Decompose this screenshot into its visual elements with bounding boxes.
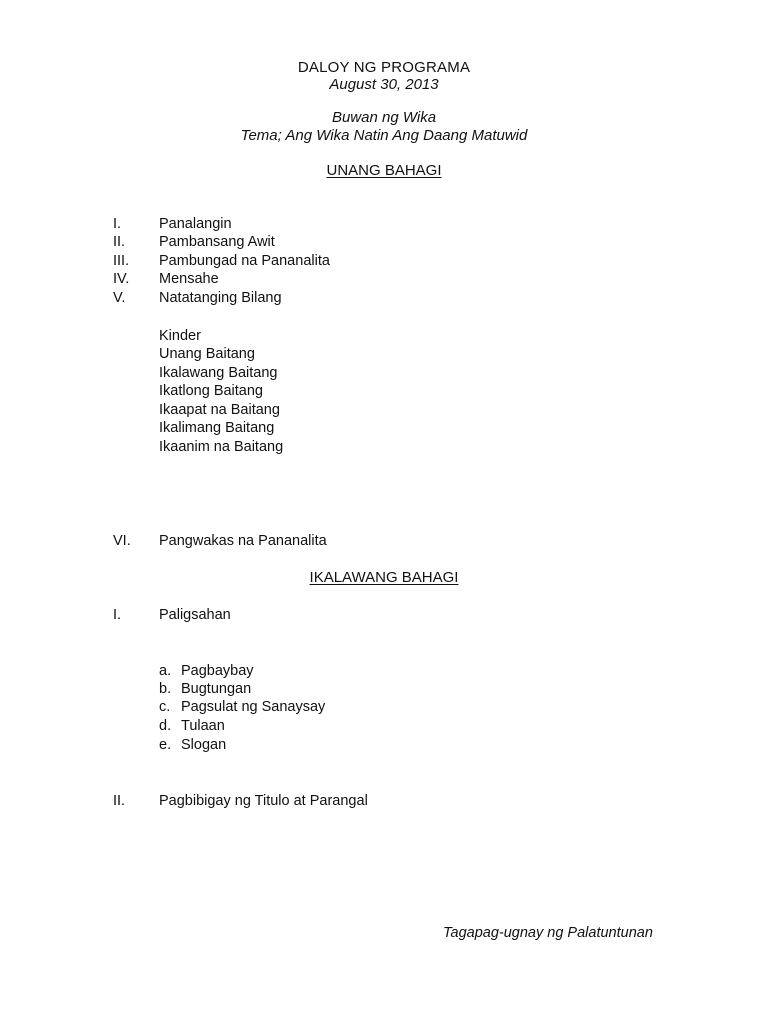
- item-text: Pangwakas na Pananalita: [159, 533, 327, 549]
- program-date: August 30, 2013: [329, 76, 439, 93]
- item-text: Pambungad na Pananalita: [159, 253, 330, 269]
- item-number: I.: [113, 607, 122, 623]
- signatory-title: Tagapag-ugnay ng Palatuntunan: [443, 925, 653, 941]
- grade-item: Unang Baitang: [159, 346, 255, 362]
- contest-text: Slogan: [181, 737, 227, 753]
- contest-letter: d.: [159, 718, 172, 734]
- grade-item: Ikaanim na Baitang: [159, 439, 284, 455]
- program-title: DALOY NG PROGRAMA: [297, 59, 471, 76]
- item-text: Paligsahan: [159, 607, 231, 623]
- grade-item: Ikalimang Baitang: [159, 420, 275, 436]
- item-number: V.: [113, 290, 126, 306]
- item-number: I.: [113, 216, 122, 232]
- item-text: Panalangin: [159, 216, 232, 232]
- item-text: Mensahe: [159, 271, 219, 287]
- contest-letter: a.: [159, 663, 172, 679]
- contest-text: Pagsulat ng Sanaysay: [181, 699, 326, 715]
- contest-text: Pagbaybay: [181, 663, 254, 679]
- event-theme: Tema; Ang Wika Natin Ang Daang Matuwid: [240, 127, 528, 144]
- item-number: III.: [113, 253, 130, 269]
- grade-item: Ikalawang Baitang: [159, 365, 278, 381]
- contest-letter: c.: [159, 699, 171, 715]
- item-number: VI.: [113, 533, 131, 549]
- contest-text: Tulaan: [181, 718, 225, 734]
- item-number: II.: [113, 234, 126, 250]
- item-number: IV.: [113, 271, 130, 287]
- item-text: Pagbibigay ng Titulo at Parangal: [159, 793, 368, 809]
- contest-letter: e.: [159, 737, 172, 753]
- grade-item: Ikatlong Baitang: [159, 383, 263, 399]
- item-number: II.: [113, 793, 126, 809]
- item-text: Natatanging Bilang: [159, 290, 282, 306]
- grade-item: Kinder: [159, 328, 201, 344]
- grade-item: Ikaapat na Baitang: [159, 402, 280, 418]
- part2-heading: IKALAWANG BAHAGI: [309, 569, 459, 586]
- contest-text: Bugtungan: [181, 681, 252, 697]
- event-name: Buwan ng Wika: [331, 109, 437, 126]
- item-text: Pambansang Awit: [159, 234, 275, 250]
- contest-letter: b.: [159, 681, 172, 697]
- part1-heading: UNANG BAHAGI: [326, 162, 442, 179]
